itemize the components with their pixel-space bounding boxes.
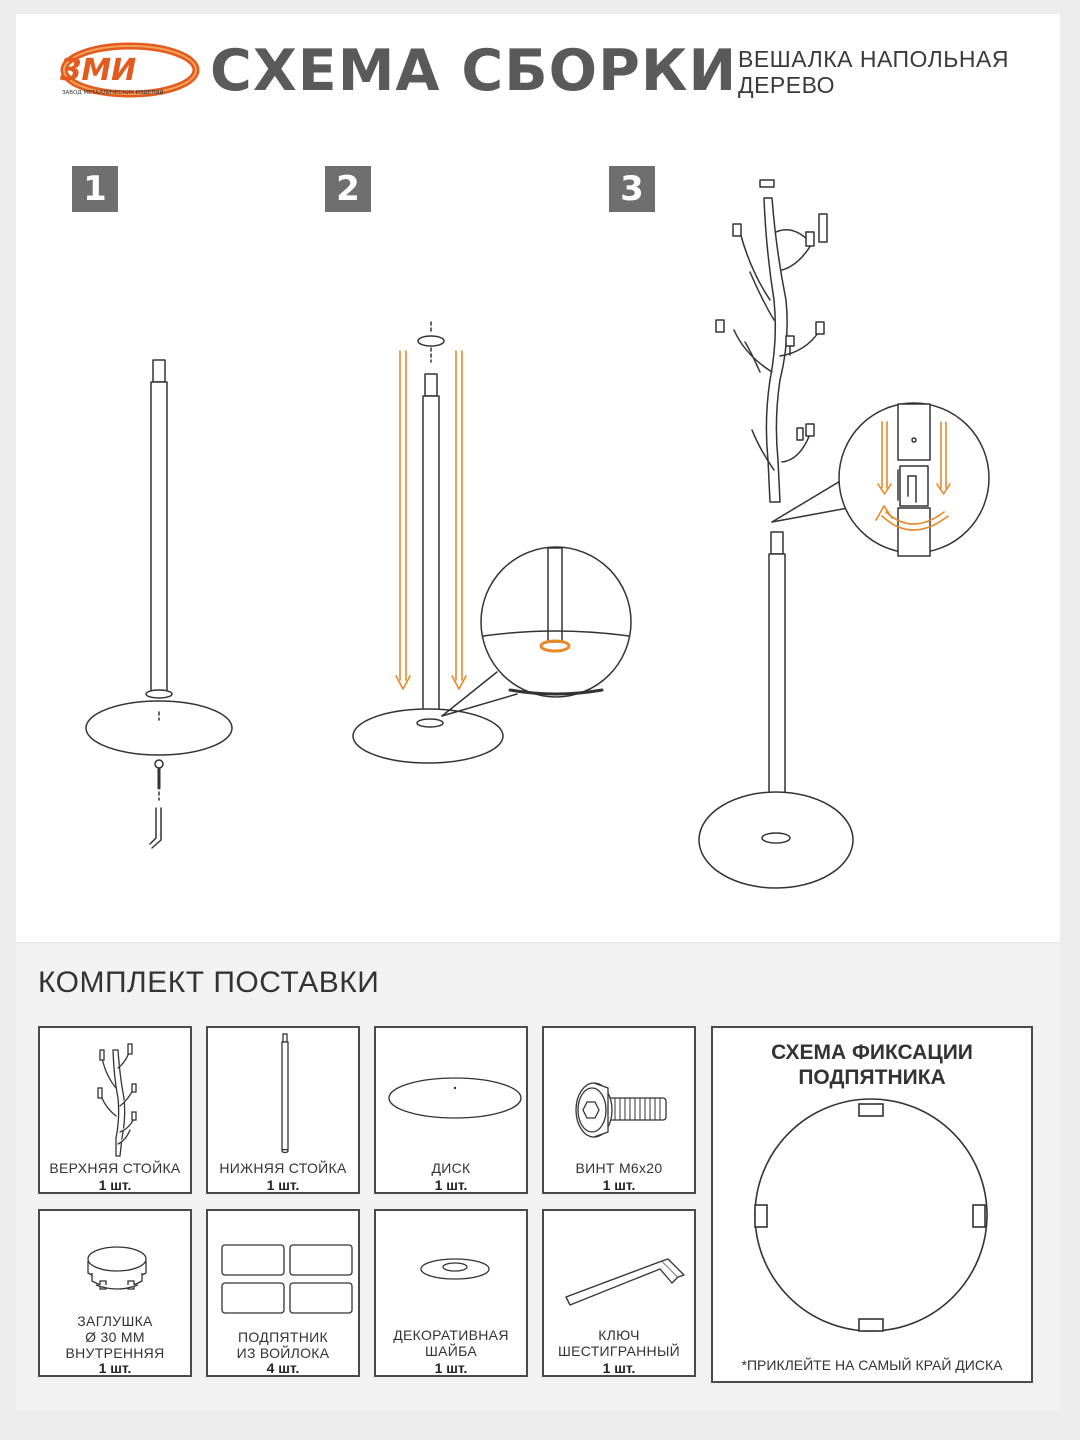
kit-item-plug	[38, 1209, 192, 1377]
kit-item-label: ВЕРХНЯЯ СТОЙКА	[49, 1160, 181, 1176]
kit-item-label: НИЖНЯЯ СТОЙКА	[219, 1160, 347, 1176]
page-title: СХЕМА СБОРКИ	[210, 38, 738, 104]
pad-fixation-scheme	[711, 1026, 1033, 1383]
kit-item-felt-pads	[206, 1209, 360, 1377]
step-3-badge: 3	[609, 166, 655, 212]
label-line: ДЕКОРАТИВНАЯ	[393, 1327, 509, 1343]
fixation-title-line-1: СХЕМА ФИКСАЦИИ	[771, 1041, 973, 1064]
kit-item-label: ВИНТ М6х20	[575, 1160, 663, 1176]
kit-item-qty: 1 шт.	[434, 1360, 468, 1376]
kit-item-label: ДИСК	[431, 1160, 471, 1176]
kit-item-label	[544, 1327, 694, 1359]
label-line: ЗАГЛУШКА	[77, 1313, 153, 1329]
label-line: ШЕСТИГРАННЫЙ	[557, 1343, 681, 1359]
kit-item-hex-key	[542, 1209, 696, 1377]
label-line: ВНУТРЕННЯЯ	[65, 1345, 165, 1361]
subtitle-line-1: ВЕШАЛКА НАПОЛЬНАЯ	[738, 46, 1009, 72]
logo-text: ЗМИ	[60, 53, 137, 88]
step-1-illustration	[86, 360, 232, 848]
kit-item-qty: 1 шт.	[98, 1360, 132, 1376]
disc-pad-diagram	[713, 1028, 1035, 1385]
label-line: КЛЮЧ	[598, 1327, 640, 1343]
kit-item-washer	[374, 1209, 528, 1377]
label-line: Ø 30 ММ	[85, 1329, 145, 1345]
kit-item-label	[40, 1313, 190, 1361]
kit-item-label	[208, 1329, 358, 1361]
kit-item-lower-pole	[206, 1026, 360, 1194]
logo-subtext: ЗАВОД МЕТАЛЛИЧЕСКИХ ИЗДЕЛИЙ	[62, 90, 164, 96]
kit-item-upper-pole	[38, 1026, 192, 1194]
fixation-title-line-2: ПОДПЯТНИКА	[798, 1066, 946, 1089]
step-2-illustration	[353, 322, 631, 763]
fixation-note: *ПРИКЛЕЙТЕ НА САМЫЙ КРАЙ ДИСКА	[741, 1357, 1003, 1373]
step-2-badge: 2	[325, 166, 371, 212]
label-line: ИЗ ВОЙЛОКА	[236, 1345, 330, 1361]
kit-item-disc	[374, 1026, 528, 1194]
kit-item-qty: 1 шт.	[602, 1177, 636, 1193]
kit-item-screw	[542, 1026, 696, 1194]
subtitle-line-2: ДЕРЕВО	[738, 72, 836, 98]
kit-item-label	[376, 1327, 526, 1359]
screw-icon	[155, 760, 163, 800]
kit-item-qty: 1 шт.	[266, 1177, 300, 1193]
kit-item-qty: 1 шт.	[602, 1360, 636, 1376]
label-line: ПОДПЯТНИК	[238, 1329, 328, 1345]
hex-key-icon	[150, 808, 161, 848]
step-3-illustration	[699, 180, 989, 888]
kit-item-qty: 1 шт.	[98, 1177, 132, 1193]
kit-item-qty: 1 шт.	[434, 1177, 468, 1193]
step-1-badge: 1	[72, 166, 118, 212]
label-line: ШАЙБА	[425, 1343, 477, 1359]
kit-title: КОМПЛЕКТ ПОСТАВКИ	[38, 966, 380, 999]
kit-item-qty: 4 шт.	[266, 1360, 300, 1376]
